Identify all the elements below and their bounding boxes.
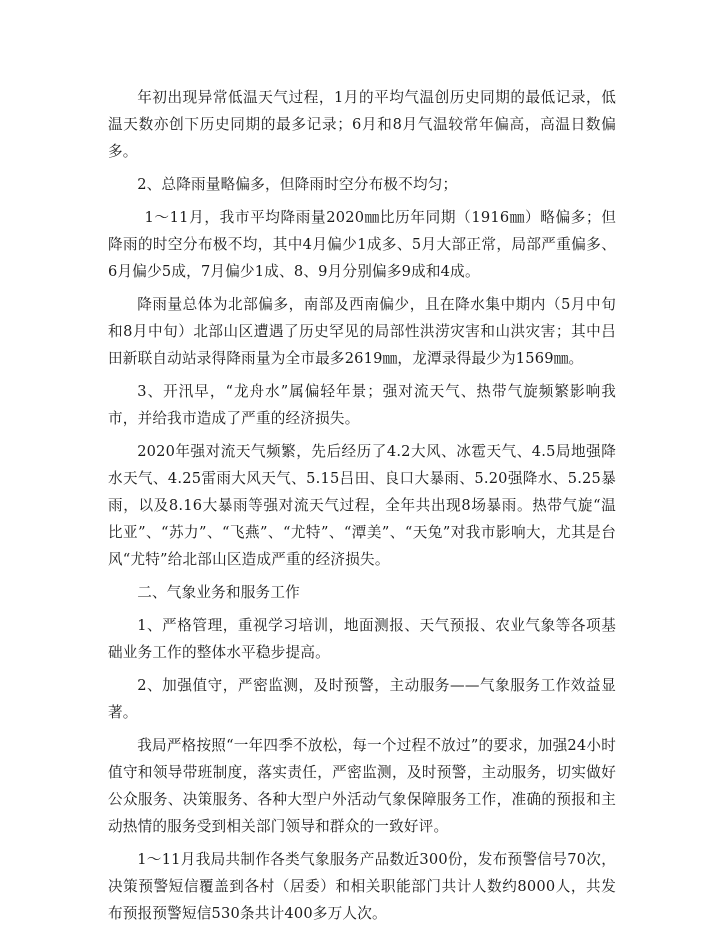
section-heading-services: 二、气象业务和服务工作 xyxy=(137,584,300,601)
paragraph-severe-weather: 2020年强对流天气频繁，先后经历了4.2大风、冰雹天气、4.5局地强降水天气、4.25雷雨大风天气、5.15吕田、良口大暴雨、5.20强降水、5.25暴雨，以及8.16大暴雨等强对流天气过程，全年共出现8场暴雨。热带气旋“温比亚”、“苏力”、“飞燕”、“尤特”、“潭美”、“天兔”对我市影响大，尤其是台风“尤特”给北部山区造成严重的经济损失。 xyxy=(108,443,616,568)
heading-flood-season: 3、开汛早，“龙舟水”属偏轻年景；强对流天气、热带气旋频繁影响我市，并给我市造成了严重的经济损失。 xyxy=(108,383,616,427)
paragraph-service-stats: 1～11月我局共制作各类气象服务产品数近300份，发布预警信号70次，决策预警短信覆盖到各村（居委）和相关职能部门共计人数约8000人，共发布预报预警短信530条共计400多万人次。 xyxy=(108,851,616,922)
document-body xyxy=(108,84,616,933)
paragraph-service-work: 我局严格按照“一年四季不放松，每一个过程不放过”的要求，加强24小时值守和领导带班制度，落实责任，严密监测，及时预警，主动服务，切实做好公众服务、决策服务、各种大型户外活动气象保障服务工作，准确的预报和主动热情的服务受到相关部门领导和群众的一致好评。 xyxy=(108,737,616,835)
heading-management: 1、严格管理，重视学习培训，地面测报、天气预报、农业气象等各项基础业务工作的整体水平稳步提高。 xyxy=(108,617,616,661)
heading-monitoring: 2、加强值守，严密监测，及时预警，主动服务——气象服务工作效益显著。 xyxy=(108,677,616,721)
heading-rainfall: 2、总降雨量略偏多，但降雨时空分布极不均匀； xyxy=(137,176,458,193)
paragraph-rainfall-distribution: 降雨量总体为北部偏多，南部及西南偏少，且在降水集中期内（5月中旬和8月中旬）北部山区遭遇了历史罕见的局部性洪涝灾害和山洪灾害；其中吕田新联自动站录得降雨量为全市最多2619㎜，龙潭录得最少为1569㎜。 xyxy=(108,296,616,367)
paragraph-rainfall-detail: 1～11月，我市平均降雨量2020㎜比历年同期（1916㎜）略偏多；但降雨的时空分布极不均，其中4月偏少1成多、5月大部正常，局部严重偏多、6月偏少5成，7月偏少1成、8、9月分别偏多9成和4成。 xyxy=(108,209,616,280)
paragraph-low-temperature: 年初出现异常低温天气过程，1月的平均气温创历史同期的最低记录，低温天数亦创下历史同期的最多记录；6月和8月气温较常年偏高，高温日数偏多。 xyxy=(108,89,616,160)
